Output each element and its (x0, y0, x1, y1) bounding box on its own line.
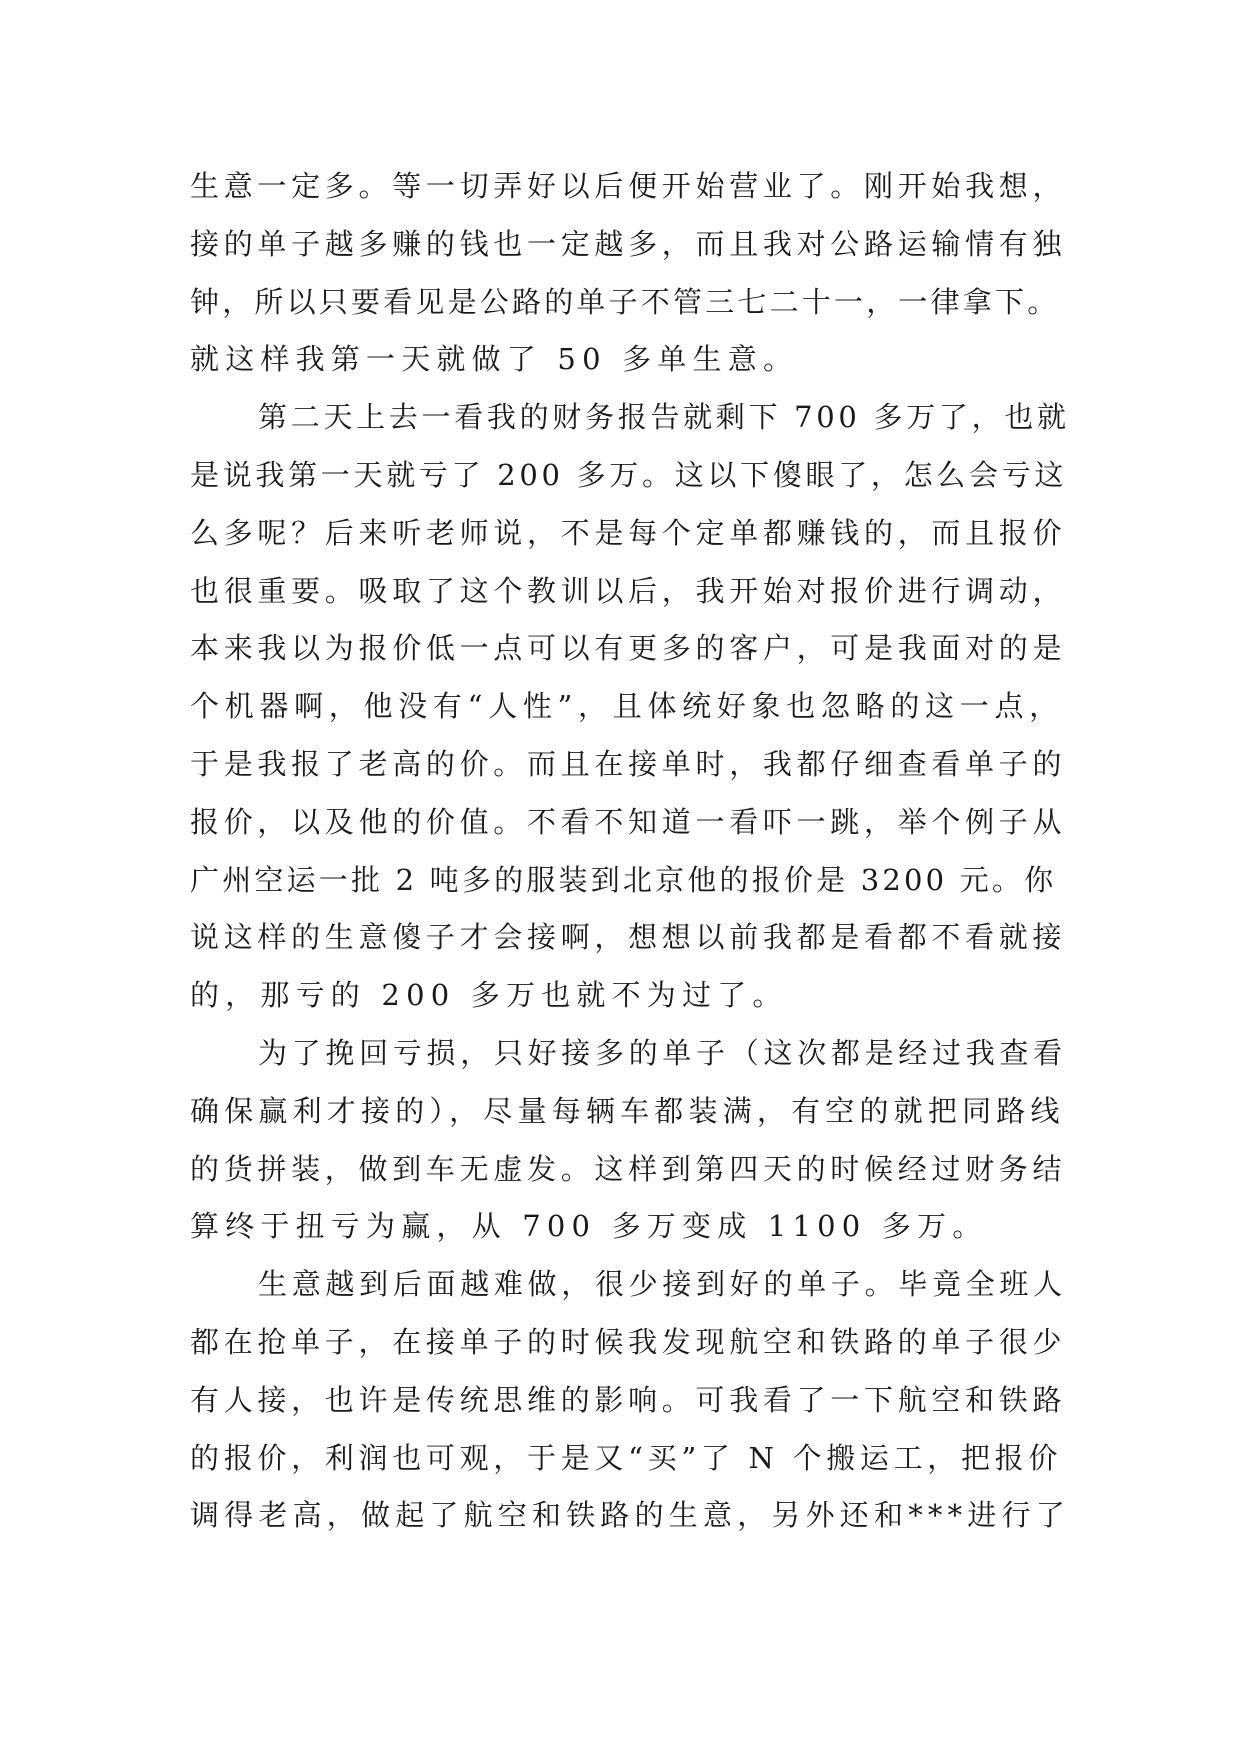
paragraph-first-line: 第二天上去一看我的财务报告就剩下 700 多万了，也就 (258, 400, 1070, 435)
text-line: 本来我以为报价低一点可以有更多的客户，可是我面对的是 (190, 631, 1067, 666)
text-line: 确保赢利才接的），尽量每辆车都装满，有空的就把同路线 (190, 1093, 1065, 1128)
text-line: 广州空运一批 2 吨多的服装到北京他的报价是 3200 元。你 (190, 862, 1057, 897)
text-line: 个机器啊，他没有“人性”，且体统好象也忽略的这一点， (190, 689, 1064, 724)
paragraph-first-line: 生意越到后面越难做，很少接到好的单子。毕竟全班人 (258, 1267, 1067, 1302)
text-line: 算终于扭亏为赢，从 700 多万变成 1100 多万。 (190, 1209, 988, 1244)
text-line: 生意一定多。等一切弄好以后便开始营业了。刚开始我想， (190, 169, 1067, 203)
text-line: 有人接，也许是传统思维的影响。可我看了一下航空和铁路 (190, 1382, 1067, 1417)
body-text (190, 158, 1070, 1545)
text-line: 的报价，利润也可观，于是又“买”了 N 个搬运工，把报价 (190, 1440, 1063, 1475)
text-line: 是说我第一天就亏了 200 多万。这以下傻眼了，怎么会亏这 (190, 457, 1068, 492)
text-line: 接的单子越多赚的钱也一定越多，而且我对公路运输情有独 (190, 226, 1067, 261)
text-line: 么多呢？后来听老师说，不是每个定单都赚钱的，而且报价 (190, 515, 1067, 550)
text-line: 的，那亏的 200 多万也就不为过了。 (190, 978, 788, 1013)
text-line: 也很重要。吸取了这个教训以后，我开始对报价进行调动， (190, 573, 1067, 608)
text-line: 调得老高，做起了航空和铁路的生意，另外还和***进行了 (190, 1498, 1070, 1533)
text-line: 说这样的生意傻子才会接啊，想想以前我都是看都不看就接 (190, 920, 1067, 955)
text-line: 报价，以及他的价值。不看不知道一看吓一跳，举个例子从 (190, 804, 1067, 839)
text-line: 都在抢单子，在接单子的时候我发现航空和铁路的单子很少 (190, 1324, 1067, 1359)
text-line: 钟，所以只要看见是公路的单子不管三七二十一，一律拿下。 (190, 284, 1060, 319)
text-line: 的货拼装，做到车无虚发。这样到第四天的时候经过财务结 (190, 1151, 1067, 1186)
text-line: 就这样我第一天就做了 50 多单生意。 (190, 342, 799, 377)
text-line: 于是我报了老高的价。而且在接单时，我都仔细查看单子的 (190, 746, 1067, 781)
paragraph-first-line: 为了挽回亏损，只好接多的单子（这次都是经过我查看 (258, 1035, 1067, 1070)
